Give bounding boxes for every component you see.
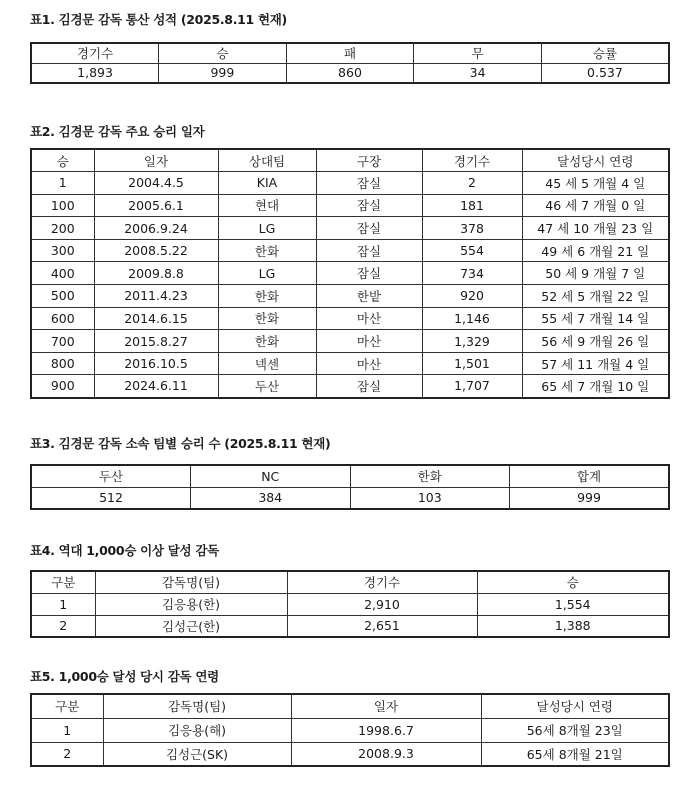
1000-win-managers-table (30, 570, 670, 638)
table-cell: 김성근(한) (95, 615, 287, 637)
table-row (31, 307, 669, 330)
table-cell: 800 (31, 352, 94, 375)
column-header: 구장 (316, 149, 422, 172)
table-cell: 2,651 (287, 615, 477, 637)
table-cell: 2011.4.23 (94, 285, 218, 308)
column-header: 구분 (31, 694, 103, 718)
column-header: 감독명(팀) (103, 694, 291, 718)
table-cell: 200 (31, 217, 94, 240)
table-cell: 잠실 (316, 217, 422, 240)
column-header: 상대팀 (218, 149, 316, 172)
table-cell: 600 (31, 307, 94, 330)
column-header: 합계 (510, 465, 670, 487)
table-cell: KIA (218, 172, 316, 195)
wins-by-team-table (30, 464, 670, 510)
table-cell: 1 (31, 593, 95, 615)
column-header: 구분 (31, 571, 95, 593)
table-cell: 34 (414, 63, 542, 83)
table-cell: 2 (31, 742, 103, 766)
table-row (31, 615, 669, 637)
table-row (31, 217, 669, 240)
table-cell: 999 (159, 63, 287, 83)
table3-title: 표3. 김경문 감독 소속 팀별 승리 수 (2025.8.11 현재) (30, 436, 331, 451)
table-cell: 1,329 (422, 330, 522, 353)
table4-title: 표4. 역대 1,000승 이상 달성 감독 (30, 543, 219, 558)
table-cell: 920 (422, 285, 522, 308)
1000-win-age-table (30, 693, 670, 767)
column-header: 달성당시 연령 (481, 694, 669, 718)
table-cell: 잠실 (316, 194, 422, 217)
milestone-wins-table (30, 148, 670, 399)
table-row (31, 330, 669, 353)
column-header: 한화 (350, 465, 510, 487)
table-cell: 1,501 (422, 352, 522, 375)
header-row (31, 465, 669, 487)
table2-title: 표2. 김경문 감독 주요 승리 일자 (30, 124, 205, 139)
column-header: 패 (286, 43, 414, 63)
table-cell: 700 (31, 330, 94, 353)
table-cell: 65세 8개월 21일 (481, 742, 669, 766)
table-cell: 잠실 (316, 262, 422, 285)
table-cell: 45 세 5 개월 4 일 (522, 172, 669, 195)
table-cell: 2024.6.11 (94, 375, 218, 398)
table-cell: 55 세 7 개월 14 일 (522, 307, 669, 330)
column-header: 승 (477, 571, 669, 593)
column-header: 승 (31, 149, 94, 172)
table-cell: 181 (422, 194, 522, 217)
table-row (31, 593, 669, 615)
table-cell: 57 세 11 개월 4 일 (522, 352, 669, 375)
table-cell: 김성근(SK) (103, 742, 291, 766)
header-row (31, 43, 669, 63)
table1-title: 표1. 김경문 감독 통산 성적 (2025.8.11 현재) (30, 12, 287, 27)
table-cell: 512 (31, 487, 191, 509)
table-cell: 2 (31, 615, 95, 637)
table-row (31, 285, 669, 308)
table-cell: 1 (31, 718, 103, 742)
table5-title: 표5. 1,000승 달성 당시 감독 연령 (30, 669, 219, 684)
table-row (31, 718, 669, 742)
table-cell: LG (218, 262, 316, 285)
table-row (31, 262, 669, 285)
table-cell: 2009.8.8 (94, 262, 218, 285)
table-cell: 2,910 (287, 593, 477, 615)
table-row (31, 487, 669, 509)
table-row (31, 352, 669, 375)
table-cell: 1998.6.7 (291, 718, 481, 742)
table-cell: 김응용(해) (103, 718, 291, 742)
table-row (31, 742, 669, 766)
table-cell: 2014.6.15 (94, 307, 218, 330)
table-cell: 잠실 (316, 375, 422, 398)
column-header: 경기수 (31, 43, 159, 63)
table-cell: 1,388 (477, 615, 669, 637)
table-cell: 마산 (316, 330, 422, 353)
table-cell: 46 세 7 개월 0 일 (522, 194, 669, 217)
table-cell: 2016.10.5 (94, 352, 218, 375)
table-cell: 49 세 6 개월 21 일 (522, 239, 669, 262)
table-row (31, 172, 669, 195)
table-cell: 2008.9.3 (291, 742, 481, 766)
column-header: 일자 (94, 149, 218, 172)
table-cell: 734 (422, 262, 522, 285)
column-header: 승률 (541, 43, 669, 63)
table-cell: 554 (422, 239, 522, 262)
table-cell: 500 (31, 285, 94, 308)
column-header: NC (191, 465, 351, 487)
header-row (31, 694, 669, 718)
table-cell: 1,554 (477, 593, 669, 615)
table-cell: 1,146 (422, 307, 522, 330)
table-cell: 999 (510, 487, 670, 509)
table-cell: 2004.4.5 (94, 172, 218, 195)
column-header: 무 (414, 43, 542, 63)
table-cell: 0.537 (541, 63, 669, 83)
table-row (31, 375, 669, 398)
table-cell: 잠실 (316, 239, 422, 262)
table-cell: 김응용(한) (95, 593, 287, 615)
header-row (31, 149, 669, 172)
table-cell: LG (218, 217, 316, 240)
table-cell: 103 (350, 487, 510, 509)
table-cell: 2008.5.22 (94, 239, 218, 262)
column-header: 달성당시 연령 (522, 149, 669, 172)
table-cell: 56세 8개월 23일 (481, 718, 669, 742)
table-cell: 2015.8.27 (94, 330, 218, 353)
table-row (31, 194, 669, 217)
career-record-table (30, 42, 670, 84)
table-cell: 1 (31, 172, 94, 195)
column-header: 승 (159, 43, 287, 63)
table-cell: 300 (31, 239, 94, 262)
table-cell: 한화 (218, 285, 316, 308)
table-row (31, 63, 669, 83)
table-cell: 378 (422, 217, 522, 240)
column-header: 경기수 (422, 149, 522, 172)
table-cell: 잠실 (316, 172, 422, 195)
table-cell: 56 세 9 개월 26 일 (522, 330, 669, 353)
table-cell: 50 세 9 개월 7 일 (522, 262, 669, 285)
table-cell: 한화 (218, 239, 316, 262)
table-row (31, 239, 669, 262)
header-row (31, 571, 669, 593)
table-cell: 2005.6.1 (94, 194, 218, 217)
table-cell: 마산 (316, 307, 422, 330)
table-cell: 100 (31, 194, 94, 217)
table-cell: 한화 (218, 307, 316, 330)
table-cell: 넥센 (218, 352, 316, 375)
table-cell: 860 (286, 63, 414, 83)
column-header: 경기수 (287, 571, 477, 593)
table-cell: 900 (31, 375, 94, 398)
table-cell: 384 (191, 487, 351, 509)
table-cell: 2006.9.24 (94, 217, 218, 240)
table-cell: 2 (422, 172, 522, 195)
table-cell: 마산 (316, 352, 422, 375)
column-header: 감독명(팀) (95, 571, 287, 593)
table-cell: 52 세 5 개월 22 일 (522, 285, 669, 308)
table-cell: 한화 (218, 330, 316, 353)
table-cell: 1,893 (31, 63, 159, 83)
table-cell: 65 세 7 개월 10 일 (522, 375, 669, 398)
column-header: 일자 (291, 694, 481, 718)
table-cell: 47 세 10 개월 23 일 (522, 217, 669, 240)
table-cell: 400 (31, 262, 94, 285)
table-cell: 1,707 (422, 375, 522, 398)
table-cell: 한밭 (316, 285, 422, 308)
table-cell: 현대 (218, 194, 316, 217)
table-cell: 두산 (218, 375, 316, 398)
column-header: 두산 (31, 465, 191, 487)
